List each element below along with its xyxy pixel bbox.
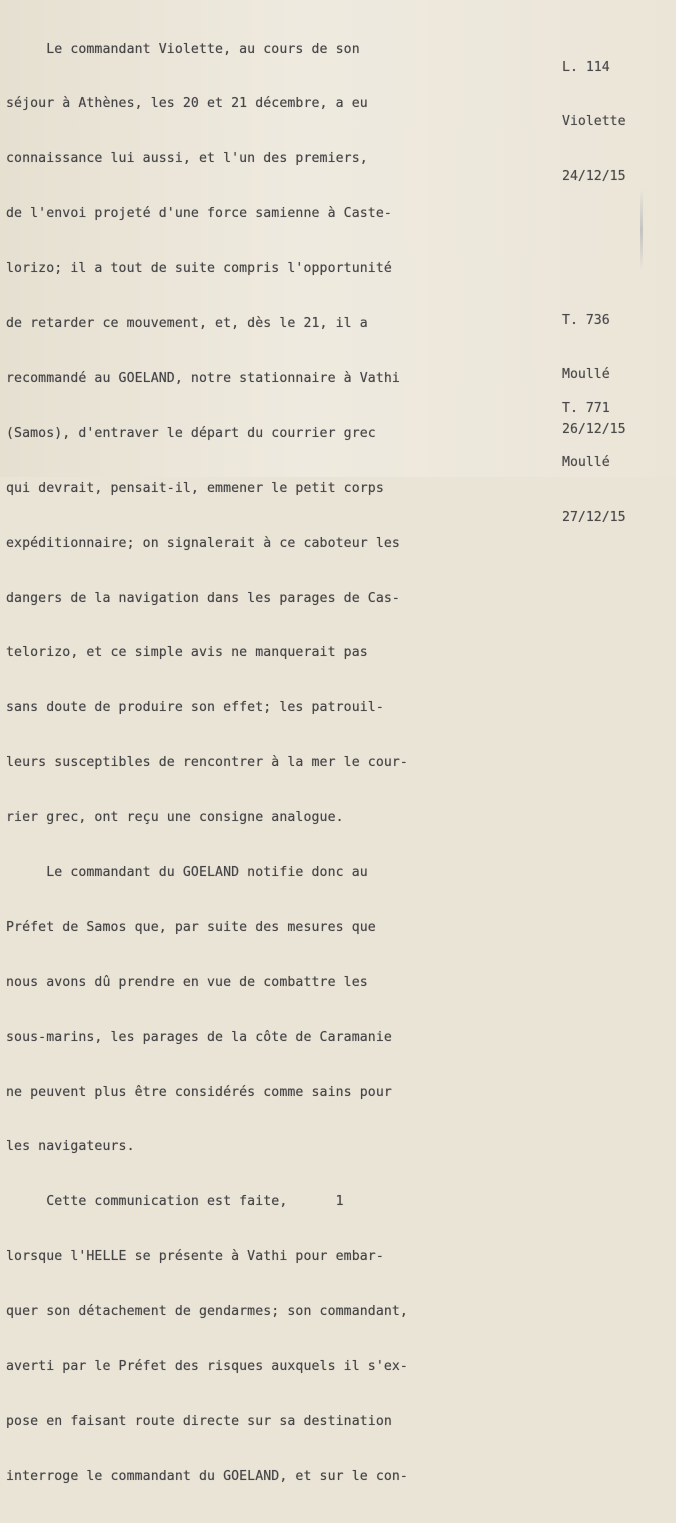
text-line: ne peuvent plus être considérés comme sains pour [6,1084,392,1100]
text-line: pose en faisant route directe sur sa destination [6,1413,392,1429]
text-line: connaissance lui aussi, et l'un des premiers, [6,151,368,167]
text-line: Cette communication est faite, 1 [6,1194,344,1210]
text-line: Le commandant Violette, au cours de son [6,41,360,57]
text-line: lorsque l'HELLE se présente à Vathi pour embar- [6,1249,384,1265]
margin-note [562,22,672,223]
text-line: sous-marins, les parages de la côte de Caramanie [6,1029,392,1045]
text-line: interroge le commandant du GOELAND, et sur le con- [6,1468,408,1484]
text-line: recommandé au GOELAND, notre stationnaire à Vathi [6,370,400,386]
text-line: de l'envoi projeté d'une force samienne à Caste- [6,206,392,222]
text-line: lorizo; il a tout de suite compris l'opportunité [6,261,392,277]
text-line: Préfet de Samos que, par suite des mesures que [6,919,376,935]
text-line: quer son détachement de gendarmes; son commandant, [6,1304,408,1320]
text-line: de retarder ce mouvement, et, dès le 21, il a [6,316,368,332]
text-line: qui devrait, pensait-il, emmener le petit corps [6,480,384,496]
document-body [6,4,546,1523]
text-line: nous avons dû prendre en vue de combattre les [6,974,368,990]
margin-note [562,363,672,564]
margin-note-date: 26/12/15 [562,422,626,438]
text-line: rier grec, ont reçu une consigne analogue. [6,810,344,826]
margin-note-date: 24/12/15 [562,169,626,185]
text-line: expéditionnaire; on signalerait à ce caboteur les [6,535,400,551]
margin-note-ref: L. 114 [562,59,610,75]
text-line: séjour à Athènes, les 20 et 21 décembre, a eu [6,96,368,112]
text-line: telorizo, et ce simple avis ne manquerait pas [6,645,368,661]
margin-note-ref: T. 736 [562,312,610,328]
text-line: sans doute de produire son effet; les patrouil- [6,700,384,716]
margin-note-ref: T. 771 [562,400,610,416]
text-line: dangers de la navigation dans les parages de Cas- [6,590,400,606]
text-line: Le commandant du GOELAND notifie donc au [6,864,368,880]
paper-edge-mark [640,190,643,270]
text-line: leurs susceptibles de rencontrer à la mer le cour- [6,755,408,771]
margin-note-name: Moullé [562,455,610,471]
margin-note-name: Moullé [562,367,610,383]
margin-note-name: Violette [562,114,626,130]
text-line: averti par le Préfet des risques auxquels il s'ex- [6,1358,408,1374]
text-line: (Samos), d'entraver le départ du courrier grec [6,425,376,441]
margin-note-date: 27/12/15 [562,510,626,526]
text-line: les navigateurs. [6,1139,135,1155]
